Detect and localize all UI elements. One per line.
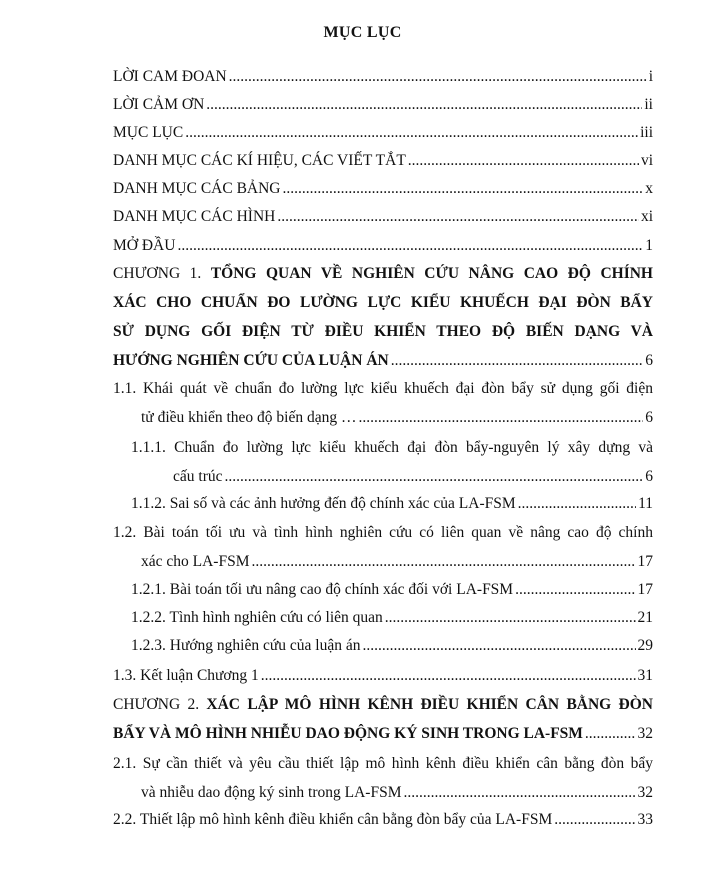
dot-leader	[391, 346, 644, 375]
toc-page-number: 31	[637, 667, 653, 684]
chapter-title-line: TỔNG QUAN VỀ NGHIÊN CỨU NÂNG CAO ĐỘ CHÍNH	[210, 265, 653, 282]
dot-leader	[177, 231, 643, 260]
toc-entry-line	[113, 174, 653, 203]
toc-entry[interactable]	[113, 202, 653, 231]
toc-entry-text: DANH MỤC CÁC HÌNH	[113, 208, 276, 225]
toc-chapter-entry[interactable]	[113, 690, 653, 748]
toc-entry[interactable]	[113, 174, 653, 203]
dot-leader	[283, 174, 644, 203]
dot-leader	[261, 661, 636, 690]
dot-leader	[185, 118, 638, 147]
toc-entry-text: cấu trúc	[173, 468, 223, 485]
dot-leader	[518, 489, 636, 518]
toc-page-number: 1	[645, 237, 653, 254]
toc-page-number: i	[648, 68, 653, 85]
toc-page-number: x	[645, 180, 653, 197]
toc-entry-text: DANH MỤC CÁC KÍ HIỆU, CÁC VIẾT TẮT	[113, 152, 406, 169]
toc-entry[interactable]	[131, 489, 653, 518]
toc-entry-text: và nhiễu dao động ký sinh trong LA-FSM	[141, 784, 402, 801]
toc-entry-line	[113, 118, 653, 147]
toc-entry-text: 1.3. Kết luận Chương 1	[113, 667, 259, 684]
toc-entry-line	[131, 462, 653, 491]
dot-leader	[277, 202, 639, 231]
toc-page-number: 21	[637, 609, 653, 626]
toc-entry[interactable]	[113, 118, 653, 147]
dot-leader	[252, 547, 636, 576]
toc-entry-line	[131, 603, 653, 632]
chapter-title-line: SỬ DỤNG GỐI ĐIỆN TỪ ĐIỀU KHIỂN THEO ĐỘ BIẾN DẠNG VÀ	[113, 323, 653, 340]
toc-entry-line	[131, 631, 653, 660]
toc-entry-line	[113, 805, 653, 834]
dot-leader	[229, 62, 647, 91]
dot-leader	[385, 603, 636, 632]
toc-page-number: 11	[638, 495, 653, 512]
toc-entry-text: MỤC LỤC	[113, 124, 184, 141]
toc-entry-line	[113, 146, 653, 175]
toc-page-number: 32	[637, 784, 653, 801]
toc-entry[interactable]	[113, 90, 653, 119]
toc-entry-text: xác cho LA-FSM	[141, 553, 250, 570]
toc-page-number: 29	[637, 637, 653, 654]
toc-entry[interactable]	[131, 603, 653, 632]
chapter-title-line: XÁC LẬP MÔ HÌNH KÊNH ĐIỀU KHIỂN CÂN BẰNG ĐÒN	[206, 696, 653, 713]
toc-entry-line	[113, 661, 653, 690]
chapter-prefix: CHƯƠNG 1.	[113, 265, 211, 282]
dot-leader	[403, 778, 635, 807]
toc-entry-line	[113, 259, 653, 288]
toc-entry-line	[113, 547, 653, 576]
toc-entry-text: 2.2. Thiết lập mô hình kênh điều khiển cân bằng đòn bẩy của LA-FSM	[113, 811, 553, 828]
toc-entry-text: tử điều khiển theo độ biến dạng …	[141, 409, 357, 426]
toc-entry-line	[113, 719, 653, 748]
toc-page-number: 6	[645, 468, 653, 485]
toc-entry-line	[131, 575, 653, 604]
dot-leader	[362, 631, 635, 660]
chapter-title-line: XÁC CHO CHUẨN ĐO LƯỜNG LỰC KIỂU KHUẾCH ĐẠI ĐÒN BẨY	[113, 294, 653, 311]
toc-entry-text: 1.2.1. Bài toán tối ưu nâng cao độ chính xác đối với LA-FSM	[131, 581, 514, 598]
toc-page-number: 17	[637, 581, 653, 598]
toc-entry-line	[113, 778, 653, 807]
chapter-prefix: CHƯƠNG 2.	[113, 696, 207, 713]
toc-entry-line: 1.1.1. Chuẩn đo lường lực kiểu khuếch đại đòn bẩy-nguyên lý xây dựng và	[131, 439, 653, 456]
toc-entry-line	[113, 690, 653, 719]
toc-entry-text: MỞ ĐẦU	[113, 237, 176, 254]
toc-entry-line	[113, 403, 653, 432]
toc-page-number: xi	[640, 208, 653, 225]
toc-entry-line	[113, 346, 653, 375]
toc-entry-line	[131, 489, 653, 518]
toc-entry[interactable]	[113, 805, 653, 834]
toc-entry-text: 1.1.2. Sai số và các ảnh hưởng đến độ chính xác của LA-FSM	[131, 495, 516, 512]
page-title: MỤC LỤC	[323, 24, 402, 41]
toc-entry-line: 2.1. Sự cần thiết và yêu cầu thiết lập mô hình kênh điều khiển cân bằng đòn bẩy	[113, 755, 653, 772]
chapter-title-line: HƯỚNG NGHIÊN CỨU CỦA LUẬN ÁN	[113, 352, 389, 369]
toc-entry[interactable]	[113, 231, 653, 260]
toc-entry[interactable]	[113, 146, 653, 175]
toc-entry[interactable]	[113, 749, 653, 807]
dot-leader	[206, 90, 642, 119]
chapter-title-line: BẨY VÀ MÔ HÌNH NHIỄU DAO ĐỘNG KÝ SINH TRONG LA-FSM	[113, 725, 583, 742]
toc-entry[interactable]	[113, 661, 653, 690]
dot-leader	[554, 805, 635, 834]
toc-entry[interactable]	[131, 433, 653, 491]
toc-page-number: vi	[640, 152, 653, 169]
toc-entry-line: 1.2. Bài toán tối ưu và tình hình nghiên cứu có liên quan về nâng cao độ chính	[113, 524, 653, 541]
toc-entry[interactable]	[131, 631, 653, 660]
toc-entry-line	[113, 202, 653, 231]
dot-leader	[515, 575, 635, 604]
toc-entry-text: DANH MỤC CÁC BẢNG	[113, 180, 281, 197]
toc-page-number: ii	[644, 96, 653, 113]
toc-entry-line	[113, 62, 653, 91]
toc-page-number: 6	[645, 352, 653, 369]
toc-page-number: 32	[637, 725, 653, 742]
dot-leader	[408, 146, 639, 175]
toc-entry-line	[113, 90, 653, 119]
toc-chapter-entry[interactable]	[113, 259, 653, 375]
dot-leader	[224, 462, 643, 491]
toc-entry[interactable]	[113, 374, 653, 432]
toc-entry[interactable]	[131, 575, 653, 604]
toc-entry[interactable]	[113, 62, 653, 91]
toc-entry-text: LỜI CAM ĐOAN	[113, 68, 227, 85]
toc-entry[interactable]	[113, 518, 653, 576]
toc-page-number: 33	[637, 811, 653, 828]
dot-leader	[358, 403, 643, 432]
dot-leader	[585, 719, 636, 748]
toc-entry-line	[113, 231, 653, 260]
toc-page-number: 17	[637, 553, 653, 570]
toc-entry-text: 1.2.3. Hướng nghiên cứu của luận án	[131, 637, 361, 654]
toc-entry-text: LỜI CẢM ƠN	[113, 96, 205, 113]
toc-entry-line: 1.1. Khái quát về chuẩn đo lường lực kiểu khuếch đại đòn bẩy sử dụng gối điện	[113, 380, 653, 397]
toc-entry-text: 1.2.2. Tình hình nghiên cứu có liên quan	[131, 609, 383, 626]
toc-page-number: 6	[645, 409, 653, 426]
toc-page-number: iii	[640, 124, 653, 141]
